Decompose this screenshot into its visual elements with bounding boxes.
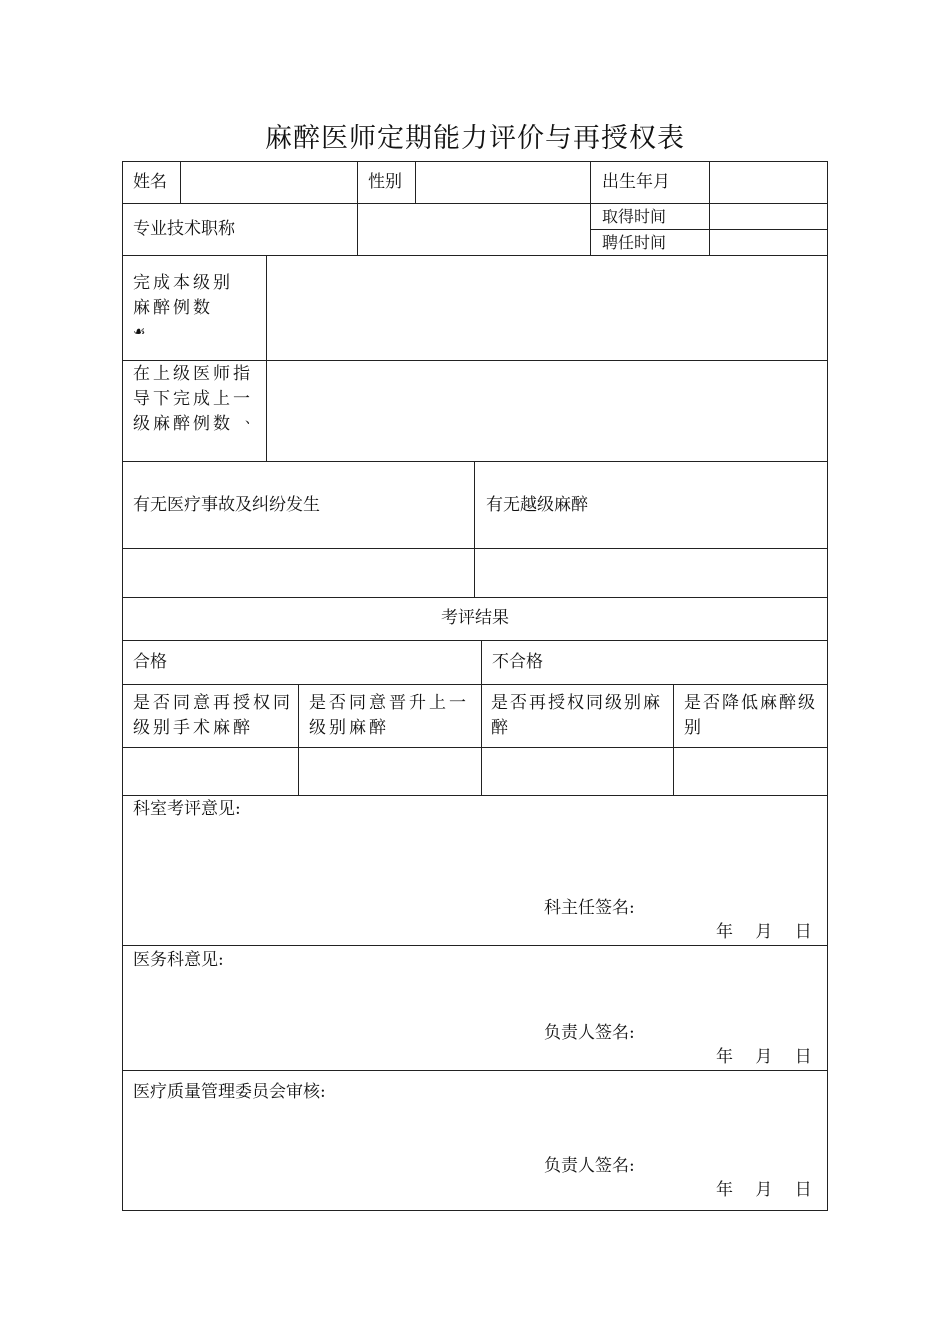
department-date: 年 月 日 xyxy=(716,922,812,942)
name-field[interactable] xyxy=(181,162,357,203)
upper-level-cases-field[interactable] xyxy=(267,361,827,461)
medical-affairs-opinion-field[interactable] xyxy=(123,973,827,1018)
row-divider xyxy=(122,461,828,462)
name-label: 姓名 xyxy=(133,172,167,192)
quality-committee-label: 医疗质量管理委员会审核: xyxy=(133,1082,326,1102)
row-divider xyxy=(122,1070,828,1071)
reauthorize-same-level-question: 是否同意再授权同级别手术麻醉 xyxy=(133,693,293,738)
fail-label: 不合格 xyxy=(492,652,543,672)
reauthorize-level-question: 是否再授权同级别麻醉 xyxy=(491,693,662,738)
row-divider xyxy=(122,945,828,946)
promote-upper-level-field[interactable] xyxy=(299,748,481,795)
medical-affairs-signature-label: 负责人签名: xyxy=(544,1023,635,1043)
reauthorize-same-level-field[interactable] xyxy=(123,748,298,795)
scribble-mark: ☙ xyxy=(133,324,146,340)
lower-level-question: 是否降低麻醉级别 xyxy=(684,693,817,738)
department-opinion-field[interactable] xyxy=(123,822,827,892)
medical-affairs-date: 年 月 日 xyxy=(716,1047,812,1067)
obtain-time-label: 取得时间 xyxy=(602,207,667,226)
current-level-cases-label: 完成本级别麻醉例数 xyxy=(133,273,233,318)
birth-date-label: 出生年月 xyxy=(602,172,670,192)
quality-committee-signature-label: 负责人签名: xyxy=(544,1156,635,1176)
current-level-cases-field[interactable] xyxy=(267,256,827,360)
obtain-time-field[interactable] xyxy=(710,204,827,229)
row-divider xyxy=(122,684,828,685)
accident-label: 有无医疗事故及纠纷发生 xyxy=(133,495,320,515)
upper-level-cases-label: 在上级医师指导下完成上一级麻醉例数 xyxy=(133,364,253,434)
reauthorize-level-field[interactable] xyxy=(482,748,673,795)
over-level-label: 有无越级麻醉 xyxy=(486,495,588,515)
row-divider xyxy=(122,640,828,641)
over-level-field[interactable] xyxy=(475,549,827,597)
department-head-signature-label: 科主任签名: xyxy=(544,898,635,918)
column-divider xyxy=(590,161,591,255)
birth-date-field[interactable] xyxy=(710,162,827,203)
evaluation-result-header: 考评结果 xyxy=(441,608,509,628)
row-divider xyxy=(122,795,828,796)
department-opinion-label: 科室考评意见: xyxy=(133,799,241,819)
stray-mark: 、 xyxy=(245,411,259,427)
medical-affairs-opinion-label: 医务科意见: xyxy=(133,950,224,970)
gender-label: 性别 xyxy=(368,172,402,192)
accident-field[interactable] xyxy=(123,549,474,597)
form-title: 麻醉医师定期能力评价与再授权表 xyxy=(265,123,685,154)
gender-field[interactable] xyxy=(416,162,590,203)
row-divider xyxy=(122,597,828,598)
quality-committee-date: 年 月 日 xyxy=(716,1180,812,1200)
promote-upper-level-question: 是否同意晋升上一级别麻醉 xyxy=(309,693,469,738)
employ-time-label: 聘任时间 xyxy=(602,233,667,252)
quality-committee-field[interactable] xyxy=(123,1105,827,1150)
employ-time-field[interactable] xyxy=(710,230,827,255)
professional-title-label: 专业技术职称 xyxy=(133,219,235,239)
professional-title-field[interactable] xyxy=(358,204,590,255)
lower-level-field[interactable] xyxy=(674,748,827,795)
pass-label: 合格 xyxy=(133,652,167,672)
